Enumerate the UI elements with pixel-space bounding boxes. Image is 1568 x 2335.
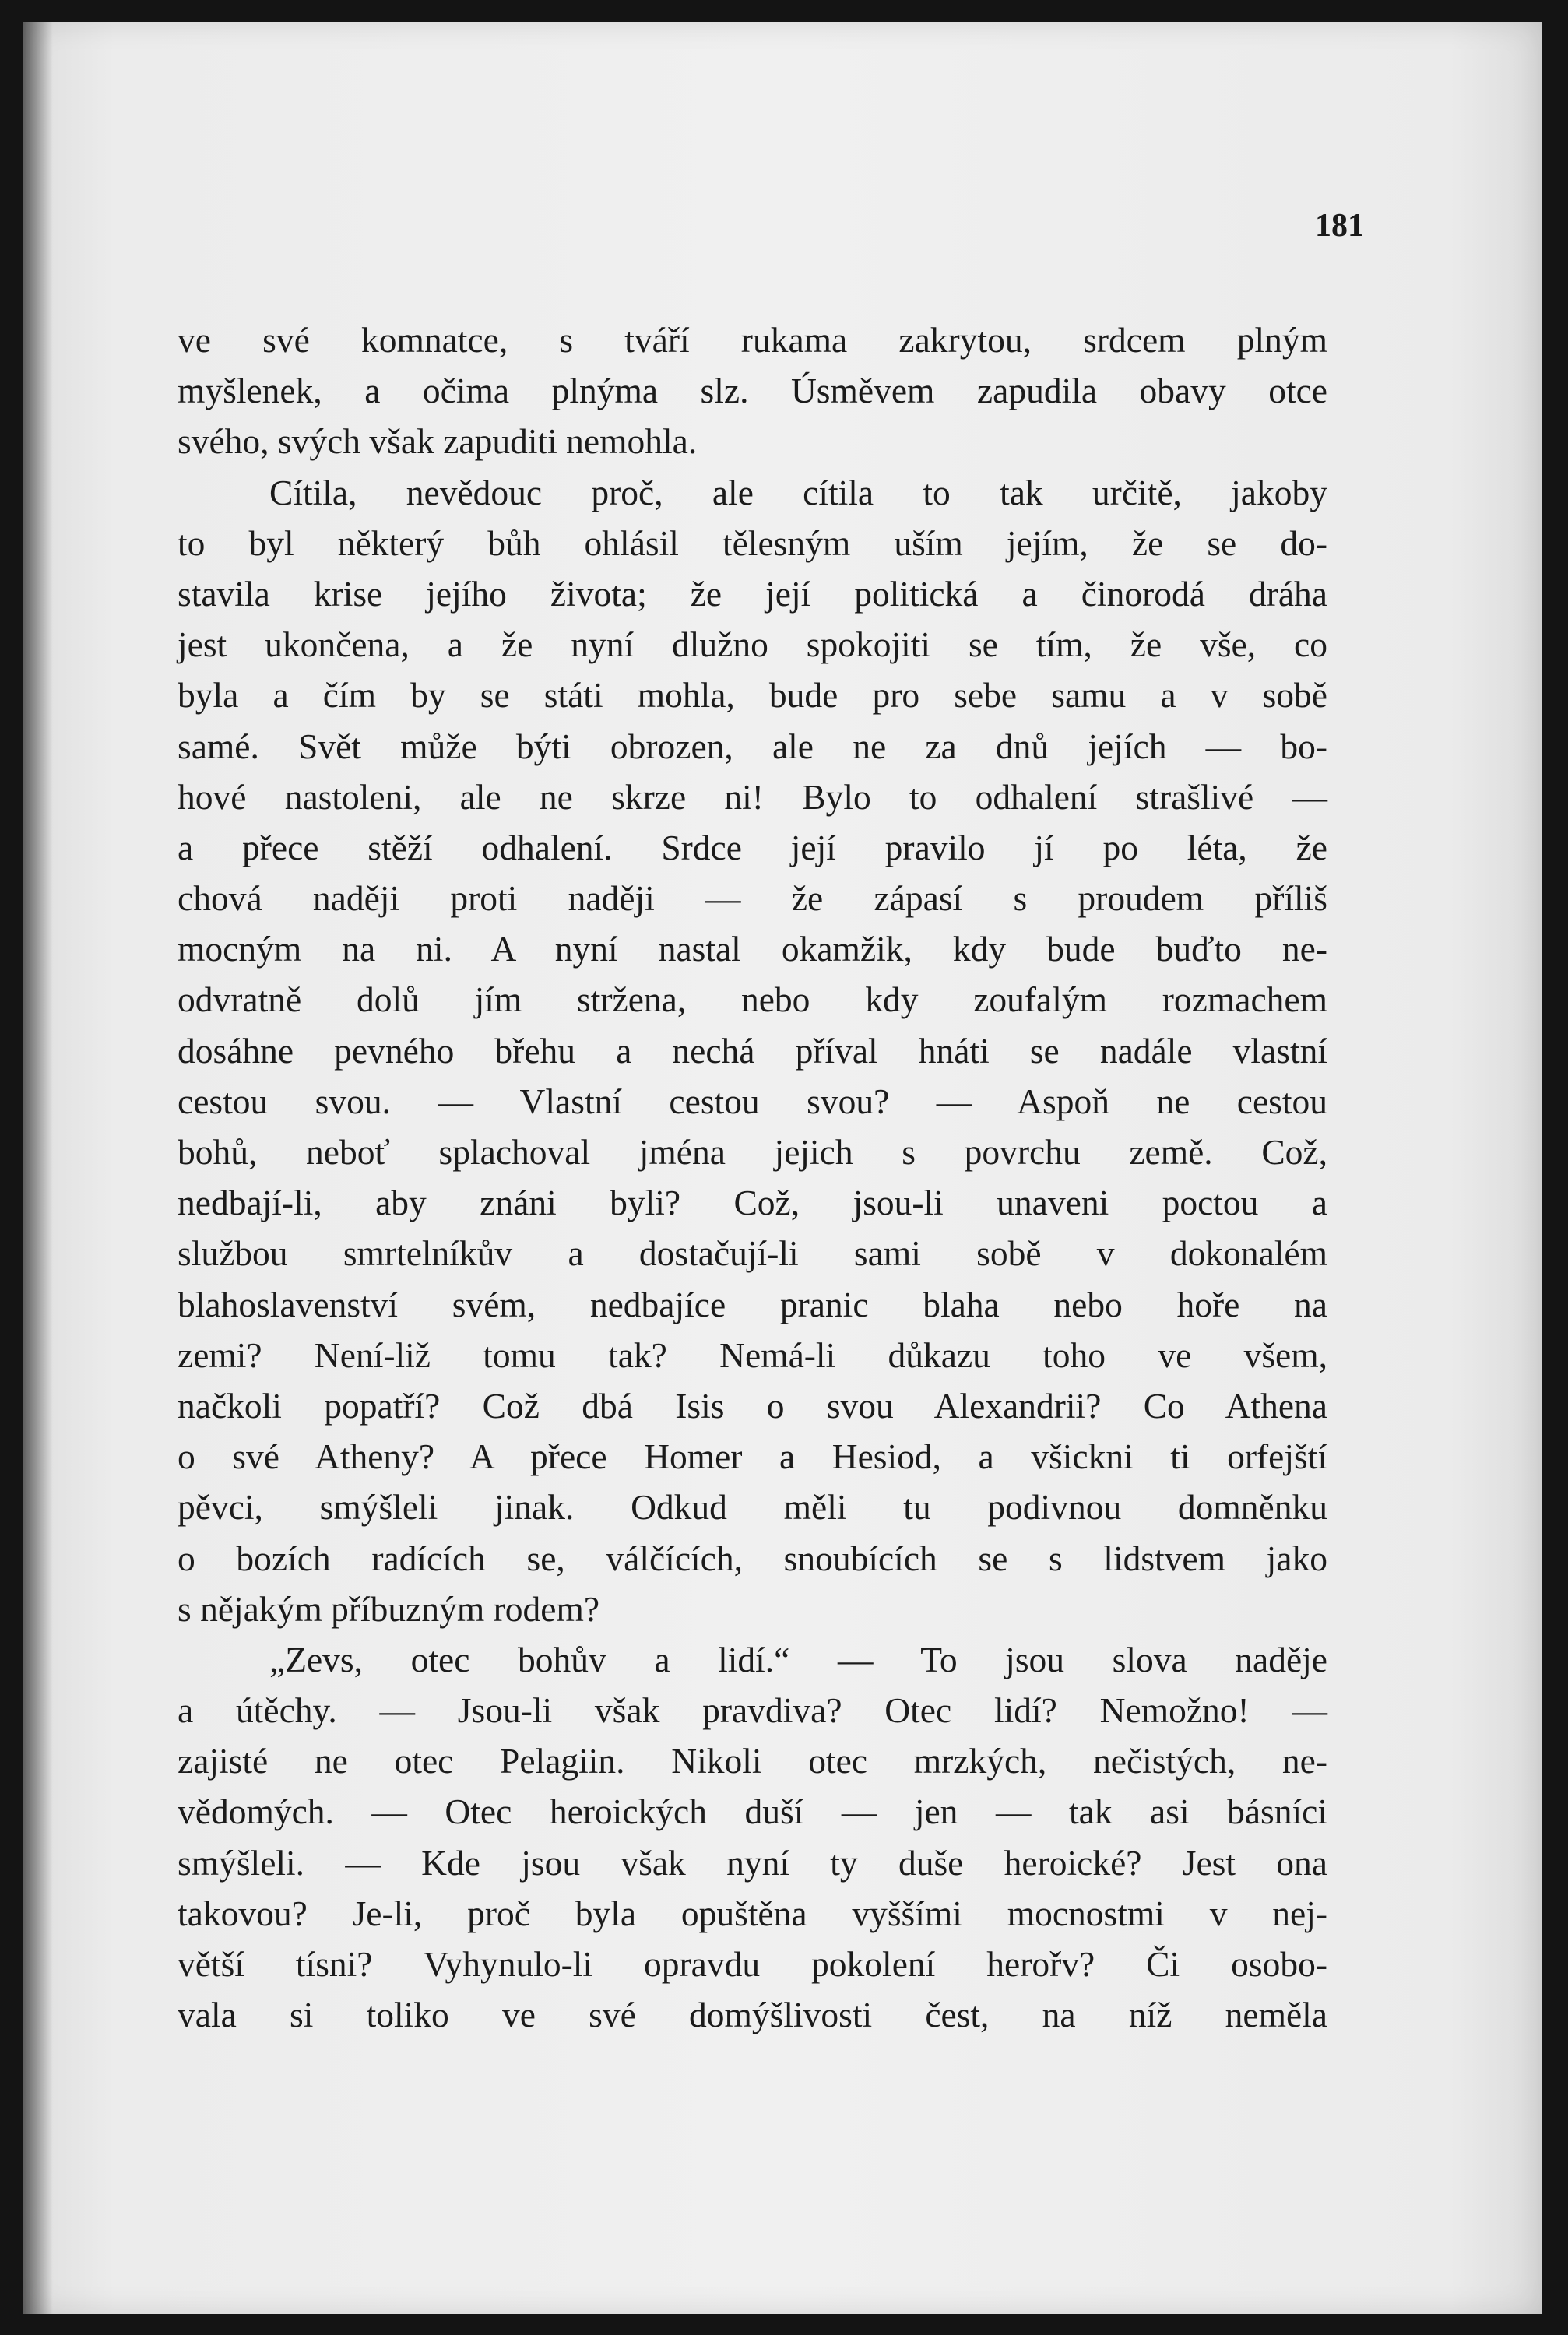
text-line: zemi? Není-liž tomu tak? Nemá-li důkazu toho ve všem, [178, 1335, 1327, 1375]
text-line: větší tísni? Vyhynulo-li opravdu pokolení herořv? Či osobo- [178, 1944, 1327, 1984]
text-line: myšlenek, a očima plnýma slz. Úsměvem zapudila obavy otce [178, 371, 1327, 411]
text-line: o bozích radících se, válčících, snoubících se s lidstvem jako [178, 1538, 1327, 1578]
text-line: byla a čím by se státi mohla, bude pro sebe samu a v sobě [178, 675, 1327, 716]
text-line: stavila krise jejího života; že její politická a činorodá dráha [178, 573, 1327, 614]
text-line: blahoslavenství svém, nedbajíce pranic blaha nebo hoře na [178, 1284, 1327, 1324]
text-line: svého, svých však zapuditi nemohla. [178, 421, 698, 462]
text-line: zajisté ne otec Pelagiin. Nikoli otec mrzkých, nečistých, ne- [178, 1741, 1327, 1781]
text-line: odvratně dolů jím stržena, nebo kdy zoufalým rozmachem [178, 979, 1327, 1020]
gutter-shadow [23, 22, 53, 2314]
text-line: smýšleli. — Kde jsou však nyní ty duše heroické? Jest ona [178, 1842, 1327, 1883]
text-line: hové nastoleni, ale ne skrze ni! Bylo to odhalení strašlivé — [178, 776, 1327, 817]
text-line: dosáhne pevného břehu a nechá příval hnáti se nadále vlastní [178, 1030, 1327, 1071]
text-line: ve své komnatce, s tváří rukama zakrytou, srdcem plným [178, 320, 1327, 360]
text-line: takovou? Je-li, proč byla opuštěna vyššími mocnostmi v nej- [178, 1893, 1327, 1933]
text-line: bohů, neboť splachoval jména jejich s povrchu země. Což, [178, 1132, 1327, 1172]
text-line: pěvci, smýšleli jinak. Odkud měli tu podivnou domněnku [178, 1487, 1327, 1528]
text-line: chová naději proti naději — že zápasí s proudem příliš [178, 878, 1327, 919]
text-line: vědomých. — Otec heroických duší — jen — tak asi básníci [178, 1792, 1327, 1832]
text-line: „Zevs, otec bohův a lidí.“ — To jsou slova naděje [269, 1639, 1327, 1679]
text-line: samé. Svět může býti obrozen, ale ne za dnů jejích — bo- [178, 726, 1327, 766]
text-line: nedbají-li, aby znáni byli? Což, jsou-li unaveni poctou a [178, 1183, 1327, 1223]
body-text [178, 315, 1327, 2040]
text-line: službou smrtelníkův a dostačují-li sami sobě v dokonalém [178, 1233, 1327, 1274]
text-line: mocným na ni. A nyní nastal okamžik, kdy bude buďto ne- [178, 929, 1327, 969]
text-line: s nějakým příbuzným rodem? [178, 1588, 600, 1629]
text-line: a přece stěží odhalení. Srdce její pravilo jí po léta, že [178, 827, 1327, 867]
text-line: a útěchy. — Jsou-li však pravdiva? Otec lidí? Nemožno! — [178, 1690, 1327, 1731]
text-line: načkoli popatří? Což dbá Isis o svou Alexandrii? Co Athena [178, 1385, 1327, 1426]
text-line: to byl některý bůh ohlásil tělesným uším jejím, že se do- [178, 522, 1327, 563]
page-number: 181 [1315, 208, 1364, 244]
text-line: jest ukončena, a že nyní dlužno spokojiti se tím, že vše, co [178, 624, 1327, 665]
text-line: o své Atheny? A přece Homer a Hesiod, a všickni ti orfejští [178, 1437, 1327, 1477]
text-line: cestou svou. — Vlastní cestou svou? — Aspoň ne cestou [178, 1081, 1327, 1121]
text-line: Cítila, nevědouc proč, ale cítila to tak určitě, jakoby [269, 472, 1327, 512]
text-line: vala si toliko ve své domýšlivosti čest, na níž neměla [178, 1995, 1327, 2035]
